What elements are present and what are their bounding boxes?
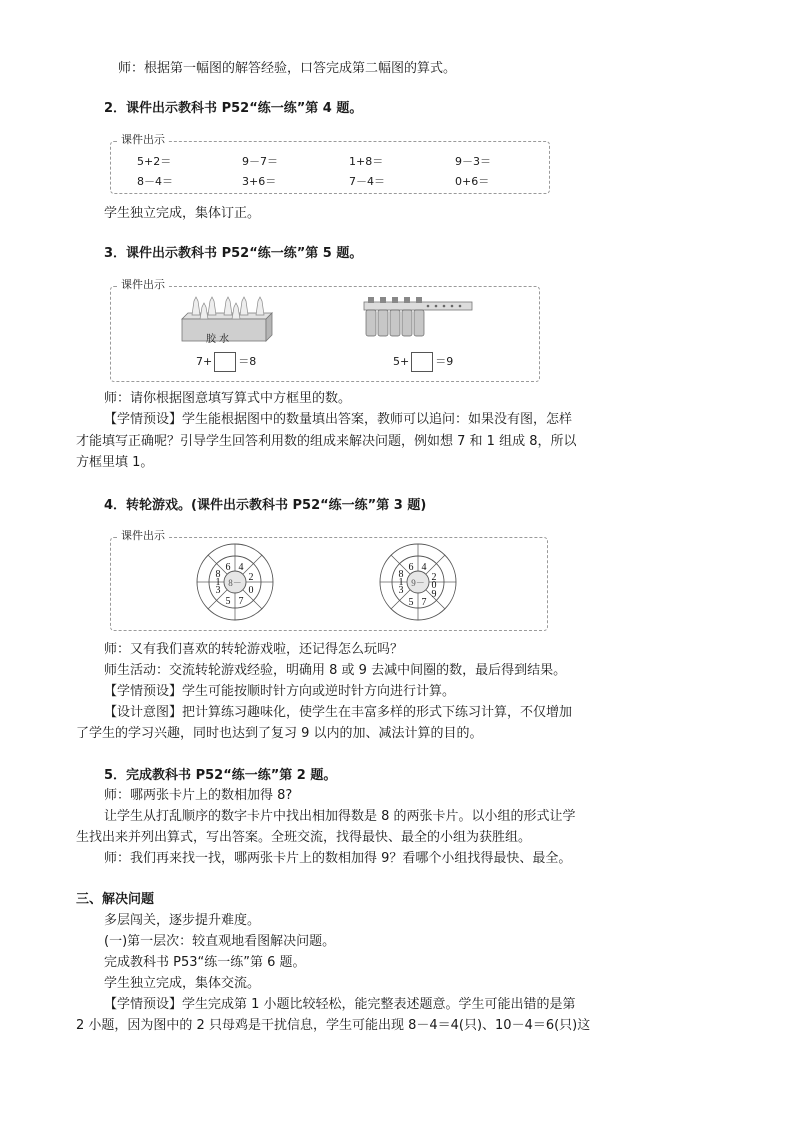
text-line: 学生独立完成，集体订正。: [104, 206, 261, 221]
equation: 9－7＝: [242, 155, 278, 168]
bottle-rack-image: [362, 296, 474, 340]
equation-left: 5+: [393, 355, 410, 368]
text-line: 【学情预设】学生能根据图中的数量填出答案，教师可以追问：如果没有图，怎样: [104, 412, 573, 427]
wheel-number: 9: [431, 589, 437, 600]
text-line: 【学情预设】学生完成第 1 小题比较轻松，能完整表述题意。学生可能出错的是第: [104, 997, 576, 1012]
wheel-diagram-1: [195, 542, 275, 622]
equation-right: ＝9: [435, 355, 454, 368]
wheel-number: 7: [238, 596, 244, 607]
text-line: 师：我们再来找一找，哪两张卡片上的数相加得 9？看哪个小组找得最快、最全。: [104, 851, 572, 866]
section-heading: 三、解决问题: [76, 892, 155, 907]
wheel-center: 9－: [411, 578, 425, 588]
wheel-number: 6: [225, 562, 231, 573]
answer-box[interactable]: [411, 352, 433, 372]
wheel-number: 7: [421, 597, 427, 608]
wheel-number: 4: [238, 562, 244, 573]
wheel-number: 5: [408, 597, 414, 608]
equation: 7－4＝: [349, 175, 385, 188]
text-line: 多层闯关，逐步提升难度。: [104, 913, 261, 928]
text-line: 让学生从打乱顺序的数字卡片中找出相加得数是 8 的两张卡片。以小组的形式让学: [104, 809, 576, 824]
text-line: 生找出来并列出算式，写出答案。全班交流，找得最快、最全的小组为获胜组。: [76, 830, 532, 845]
wheel-number: 2: [248, 572, 254, 583]
text-line: 师：哪两张卡片上的数相加得 8?: [104, 788, 293, 803]
equation: 8－4＝: [137, 175, 173, 188]
wheel-number: 0: [248, 585, 254, 596]
text-line: 2 小题，因为图中的 2 只母鸡是干扰信息，学生可能出现 8－4＝4(只)、10－4＝6(只)这: [76, 1018, 591, 1033]
equation: 9－3＝: [455, 155, 491, 168]
text-line: 师生活动：交流转轮游戏经验，明确用 8 或 9 去减中间圈的数，最后得到结果。: [104, 663, 567, 678]
wheel-number: 4: [421, 562, 427, 573]
wheel-number: 8: [215, 569, 221, 580]
wheel-number: 8: [398, 569, 404, 580]
courseware-box-2: [110, 286, 540, 382]
wheel-number: 3: [398, 585, 404, 596]
text-line: 师：请你根据图意填写算式中方框里的数。: [104, 391, 352, 406]
section-heading: 5．完成教科书 P52“练一练”第 2 题。: [104, 768, 337, 783]
courseware-box-3: [110, 537, 548, 631]
text-line: 师：又有我们喜欢的转轮游戏啦，还记得怎么玩吗？: [104, 642, 404, 657]
equation: 0+6＝: [455, 175, 490, 188]
wheel-number: 6: [408, 562, 414, 573]
glue-label: 胶 水: [206, 334, 230, 345]
courseware-label: 课件出示: [118, 278, 168, 292]
answer-box[interactable]: [214, 352, 236, 372]
text-line: 【设计意图】把计算练习趣味化，使学生在丰富多样的形式下练习计算，不仅增加: [104, 705, 573, 720]
wheel-diagram-2: [378, 542, 458, 622]
section-heading: 3．课件出示教科书 P52“练一练”第 5 题。: [104, 246, 363, 261]
equation-left: 7+: [196, 355, 213, 368]
text-line: 才能填写正确呢？引导学生回答利用数的组成来解决问题，例如想 7 和 1 组成 8，所以: [76, 434, 577, 449]
fill-equation-1: [196, 352, 256, 372]
section-heading: 4．转轮游戏。(课件出示教科书 P52“练一练”第 3 题): [104, 498, 427, 513]
courseware-label: 课件出示: [118, 133, 168, 147]
wheel-center: 8－: [228, 578, 242, 588]
text-line: 了学生的学习兴趣，同时也达到了复习 9 以内的加、减法计算的目的。: [76, 726, 483, 741]
courseware-label: 课件出示: [118, 529, 168, 543]
equation-right: ＝8: [238, 355, 257, 368]
text-line: 完成教科书 P53“练一练”第 6 题。: [104, 955, 306, 970]
text-line: (一)第一层次：较直观地看图解决问题。: [104, 934, 336, 949]
fill-equation-2: [393, 352, 453, 372]
text-line: 学生独立完成，集体交流。: [104, 976, 261, 991]
wheel-number: 2: [431, 572, 437, 583]
section-heading: 2．课件出示教科书 P52“练一练”第 4 题。: [104, 101, 363, 116]
wheel-number: 5: [225, 596, 231, 607]
text-line: 【学情预设】学生可能按顺时针方向或逆时针方向进行计算。: [104, 684, 456, 699]
wheel-number: 1: [398, 577, 404, 588]
equation: 1+8＝: [349, 155, 384, 168]
equation: 3+6＝: [242, 175, 277, 188]
wheel-number: 3: [215, 585, 221, 596]
wheel-number: 1: [215, 577, 221, 588]
text-line: 方框里填 1。: [76, 455, 154, 470]
wheel-number: 0: [431, 580, 437, 591]
text-line: 师：根据第一幅图的解答经验，口答完成第二幅图的算式。: [118, 61, 457, 76]
equation: 5+2＝: [137, 155, 172, 168]
